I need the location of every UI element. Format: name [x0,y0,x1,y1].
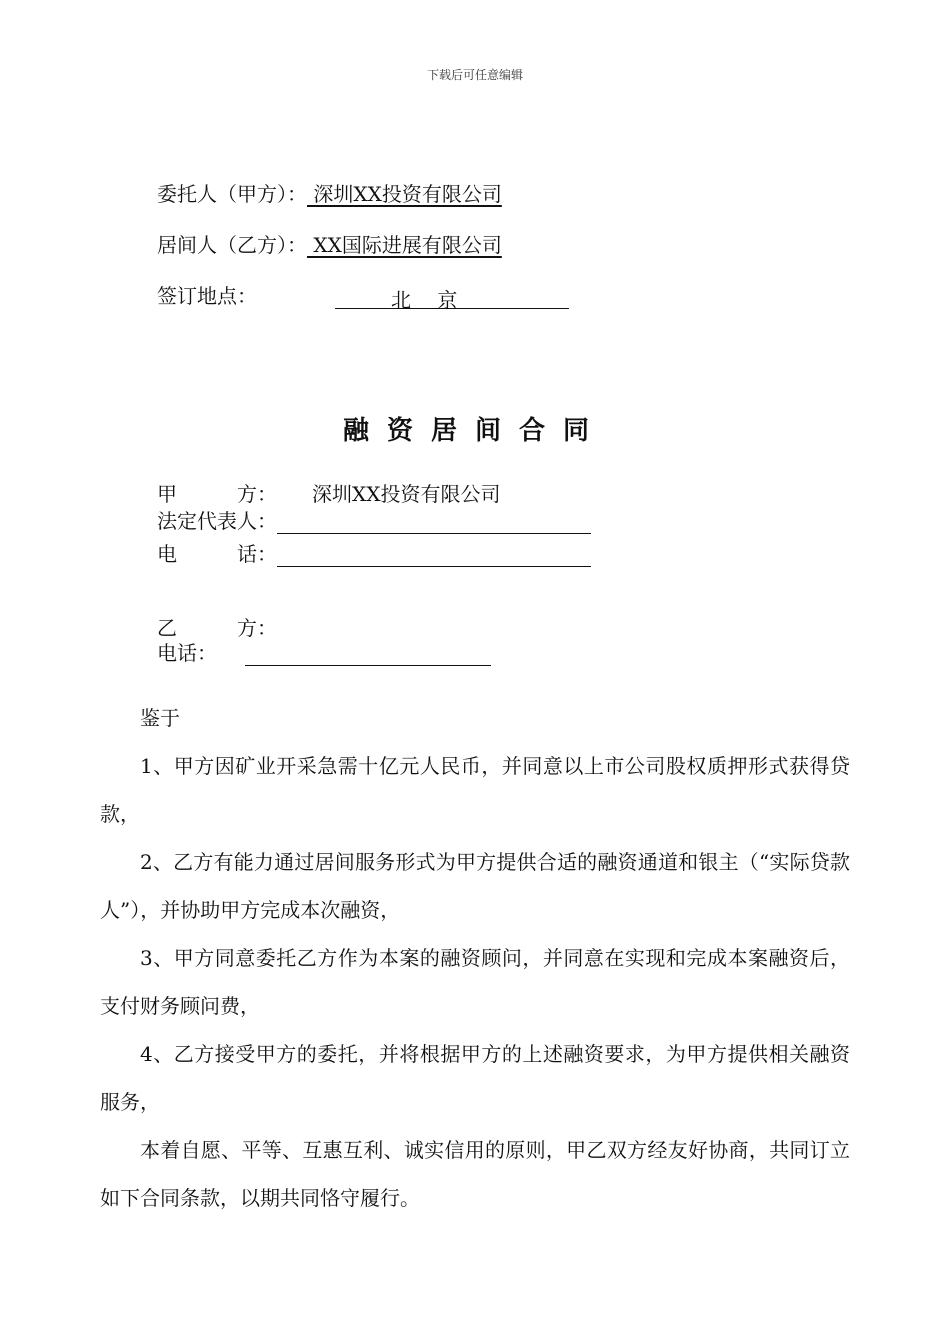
place-value: 北 京 [391,288,458,312]
party-a-name: 深圳XX投资有限公司 [312,482,501,506]
recital-closing: 本着自愿、平等、互惠互利、诚实信用的原则，甲乙双方经友好协商，共同订立如下合同条款，以期共同恪守履行。 [100,1138,850,1210]
recital-item-3: 3、甲方同意委托乙方作为本案的融资顾问，并同意在实现和完成本案融资后，支付财务顾问费， [100,946,850,1018]
party-a-phone-row [157,538,591,567]
party-b-phone-row [157,637,491,666]
broker-label: 居间人（乙方）： [157,233,307,257]
cover-place-row [157,280,569,312]
party-a-phone-blank [277,546,591,567]
cover-broker-row [157,229,502,258]
broker-value: XX国际进展有限公司 [307,233,502,257]
recital-item-1: 1、甲方因矿业开采急需十亿元人民币，并同意以上市公司股权质押形式获得贷款， [100,754,850,826]
client-value: 深圳XX投资有限公司 [307,182,502,206]
place-label: 签订地点： [157,284,257,308]
party-a-rep-row [157,505,591,534]
header-note: 下载后可任意编辑 [426,68,523,82]
cover-client-row [157,178,502,207]
party-b-phone-label: 电话： [157,641,217,665]
party-b-label: 乙 方： [157,616,277,640]
document-title: 融资居间合同 [342,416,607,446]
party-a-rep-blank [277,513,591,534]
client-label: 委托人（甲方）： [157,182,307,206]
recital-item-4: 4、乙方接受甲方的委托，并将根据甲方的上述融资要求，为甲方提供相关融资服务， [100,1042,850,1114]
recitals-intro: 鉴于 [140,706,180,730]
party-a-phone-label: 电 话： [157,542,277,566]
recital-item-2: 2、乙方有能力通过居间服务形式为甲方提供合适的融资通道和银主（“实际贷款人”），并协助甲方完成本次融资， [100,850,850,922]
party-b-phone-blank [245,645,491,666]
place-underline [335,284,569,312]
party-a-rep-label: 法定代表人： [157,509,277,533]
recitals [100,694,850,1222]
party-a-row [157,478,500,507]
party-a-label: 甲 方： [157,482,277,506]
